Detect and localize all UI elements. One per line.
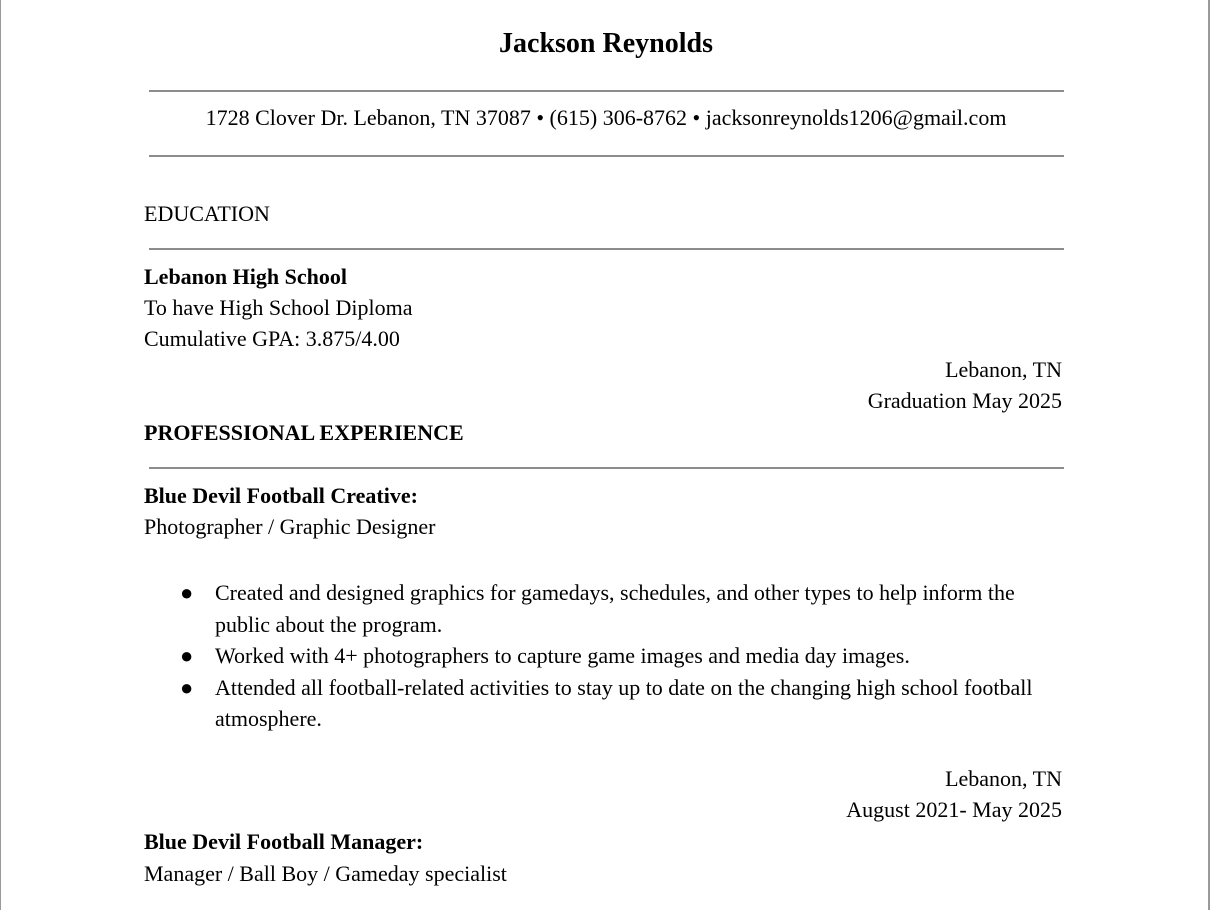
job-title: Blue Devil Football Creative:	[144, 483, 418, 508]
resume-name: Jackson Reynolds	[499, 28, 713, 59]
job-role: Manager / Ball Boy / Gameday specialist	[144, 861, 507, 886]
bullet-icon: ●	[180, 580, 194, 605]
experience-divider	[149, 467, 1064, 469]
job-title: Blue Devil Football Manager:	[144, 829, 424, 854]
bullet-icon: ●	[180, 643, 194, 668]
job-date: August 2021- May 2025	[846, 797, 1062, 822]
education-heading: EDUCATION	[144, 201, 270, 226]
experience-heading: PROFESSIONAL EXPERIENCE	[144, 420, 464, 445]
education-date: Graduation May 2025	[867, 388, 1062, 413]
list-item	[144, 577, 1064, 640]
job-location: Lebanon, TN	[945, 766, 1062, 791]
header-divider-bottom	[149, 155, 1064, 157]
gpa-text: Cumulative GPA: 3.875/4.00	[144, 326, 400, 351]
bullet-text: Created and designed graphics for gamedays, schedules, and other types to help inform the public about the program.	[215, 580, 1015, 637]
list-item	[144, 640, 1064, 672]
education-location: Lebanon, TN	[945, 357, 1062, 382]
bullet-text: Attended all football-related activities to stay up to date on the changing high school football atmosphere.	[215, 674, 1033, 731]
degree-text: To have High School Diploma	[144, 295, 413, 320]
job-bullet-list	[144, 577, 1064, 735]
bullet-icon: ●	[180, 674, 194, 700]
bullet-text: Worked with 4+ photographers to capture game images and media day images.	[215, 643, 910, 668]
list-item	[144, 672, 1064, 735]
education-divider	[149, 248, 1064, 250]
school-name: Lebanon High School	[144, 264, 347, 289]
job-role: Photographer / Graphic Designer	[144, 514, 436, 539]
contact-line: 1728 Clover Dr. Lebanon, TN 37087 • (615) 306-8762 • jacksonreynolds1206@gmail.com	[205, 105, 1007, 130]
header-divider-top	[149, 90, 1064, 92]
